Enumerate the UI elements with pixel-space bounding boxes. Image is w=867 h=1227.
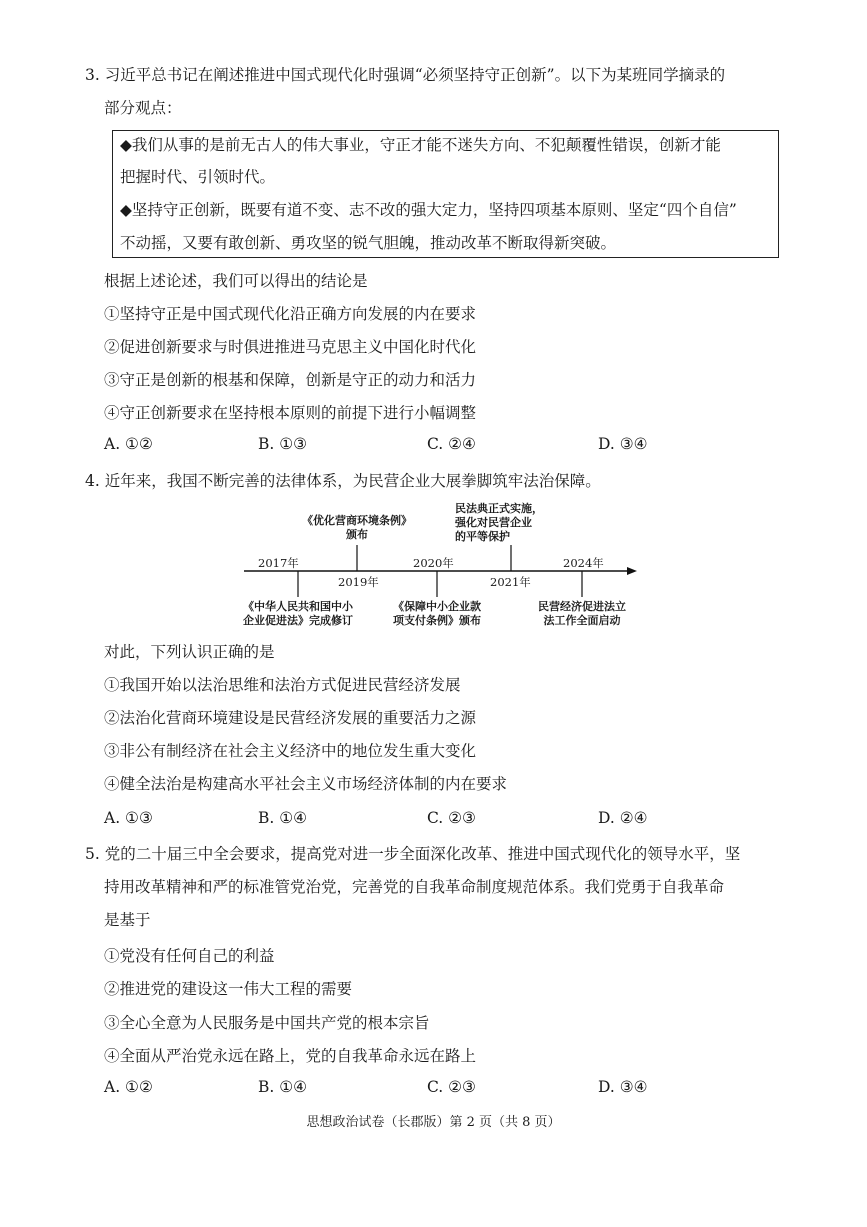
q5-stem-line2: 持用改革精神和严的标准管党治党，完善党的自我革命制度规范体系。我们党勇于自我革命 bbox=[104, 878, 725, 896]
q3-box-p2-line2: 不动摇，又要有敢创新、勇攻坚的锐气胆魄，推动改革不断取得新突破。 bbox=[120, 234, 617, 252]
year-2021: 2021年 bbox=[490, 575, 531, 589]
event-2024 bbox=[538, 600, 626, 628]
q3-item-1: ①坚持守正是中国式现代化沿正确方向发展的内在要求 bbox=[104, 305, 477, 323]
event-2021-line2: 强化对民营企业 bbox=[455, 516, 532, 529]
event-2019-line2: 颁布 bbox=[346, 528, 368, 541]
event-2021 bbox=[455, 502, 543, 544]
q3-item-2: ②促进创新要求与时俱进推进马克思主义中国化时代化 bbox=[104, 338, 477, 356]
event-2020-line2: 项支付条例》颁布 bbox=[393, 614, 481, 627]
event-2017-line1: 《中华人民共和国中小 bbox=[243, 600, 353, 613]
q3-box-p1-line1: ◆我们从事的是前无古人的伟大事业，守正才能不迷失方向、不犯颠覆性错误，创新才能 bbox=[120, 136, 721, 154]
q3-item-3: ③守正是创新的根基和保障，创新是守正的动力和活力 bbox=[104, 371, 477, 389]
q4-item-1: ①我国开始以法治思维和法治方式促进民营经济发展 bbox=[104, 676, 461, 694]
event-2019-line1: 《优化营商环境条例》 bbox=[302, 514, 412, 527]
q3-option-a: A. ①② bbox=[104, 435, 153, 453]
q5-option-b: B. ①④ bbox=[258, 1078, 308, 1096]
q5-item-4: ④全面从严治党永远在路上，党的自我革命永远在路上 bbox=[104, 1047, 477, 1065]
event-2017-line2: 企业促进法》完成修订 bbox=[243, 614, 353, 627]
q3-box-p1-line2: 把握时代、引领时代。 bbox=[120, 168, 276, 186]
q4-item-3: ③非公有制经济在社会主义经济中的地位发生重大变化 bbox=[104, 742, 477, 760]
event-2019 bbox=[302, 514, 412, 542]
q5-stem-line3: 是基于 bbox=[104, 911, 151, 929]
q4-stem: 4. 近年来，我国不断完善的法律体系，为民营企业大展拳脚筑牢法治保障。 bbox=[85, 472, 601, 490]
q3-box-p2-line1: ◆坚持守正创新，既要有道不变、志不改的强大定力，坚持四项基本原则、坚定“四个自信” bbox=[120, 201, 737, 219]
q5-option-c: C. ②③ bbox=[427, 1078, 476, 1096]
q4-option-a: A. ①③ bbox=[104, 809, 153, 827]
event-2020 bbox=[393, 600, 481, 628]
q4-item-4: ④健全法治是构建高水平社会主义市场经济体制的内在要求 bbox=[104, 775, 508, 793]
q5-option-a: A. ①② bbox=[104, 1078, 153, 1096]
event-2024-line2: 法工作全面启动 bbox=[543, 614, 621, 627]
q5-item-2: ②推进党的建设这一伟大工程的需要 bbox=[104, 980, 353, 998]
year-2024: 2024年 bbox=[563, 556, 604, 570]
year-2020: 2020年 bbox=[413, 556, 454, 570]
event-2021-line3: 的平等保护 bbox=[455, 530, 510, 543]
event-2020-line1: 《保障中小企业款 bbox=[393, 600, 481, 613]
q5-item-1: ①党没有任何自己的利益 bbox=[104, 947, 275, 965]
q4-item-2: ②法治化营商环境建设是民营经济发展的重要活力之源 bbox=[104, 709, 477, 727]
year-2017: 2017年 bbox=[258, 556, 299, 570]
event-2021-line1: 民法典正式实施， bbox=[455, 502, 543, 515]
q3-option-b: B. ①③ bbox=[258, 435, 308, 453]
timeline-arrow-icon bbox=[627, 567, 637, 575]
q5-stem-line1: 5. 党的二十届三中全会要求，提高党对进一步全面深化改革、推进中国式现代化的领导水平，坚 bbox=[85, 845, 741, 863]
page-footer: 思想政治试卷（长郡版）第 2 页（共 8 页） bbox=[306, 1115, 561, 1130]
q4-option-b: B. ①④ bbox=[258, 809, 308, 827]
q3-item-4: ④守正创新要求在坚持根本原则的前提下进行小幅调整 bbox=[104, 404, 477, 422]
q4-option-c: C. ②③ bbox=[427, 809, 476, 827]
q3-prompt: 根据上述论述，我们可以得出的结论是 bbox=[104, 272, 368, 290]
year-2019: 2019年 bbox=[338, 575, 379, 589]
q4-prompt: 对此，下列认识正确的是 bbox=[104, 643, 275, 661]
q3-option-c: C. ②④ bbox=[427, 435, 476, 453]
q3-stem-line1: 3. 习近平总书记在阐述推进中国式现代化时强调“必须坚持守正创新”。以下为某班同学摘录的 bbox=[85, 66, 726, 84]
q3-option-d: D. ③④ bbox=[598, 435, 648, 453]
q5-item-3: ③全心全意为人民服务是中国共产党的根本宗旨 bbox=[104, 1014, 430, 1032]
event-2017 bbox=[243, 600, 353, 628]
q3-stem-line2: 部分观点： bbox=[104, 99, 182, 117]
event-2024-line1: 民营经济促进法立 bbox=[538, 600, 626, 613]
q5-option-d: D. ③④ bbox=[598, 1078, 648, 1096]
q4-option-d: D. ②④ bbox=[598, 809, 648, 827]
